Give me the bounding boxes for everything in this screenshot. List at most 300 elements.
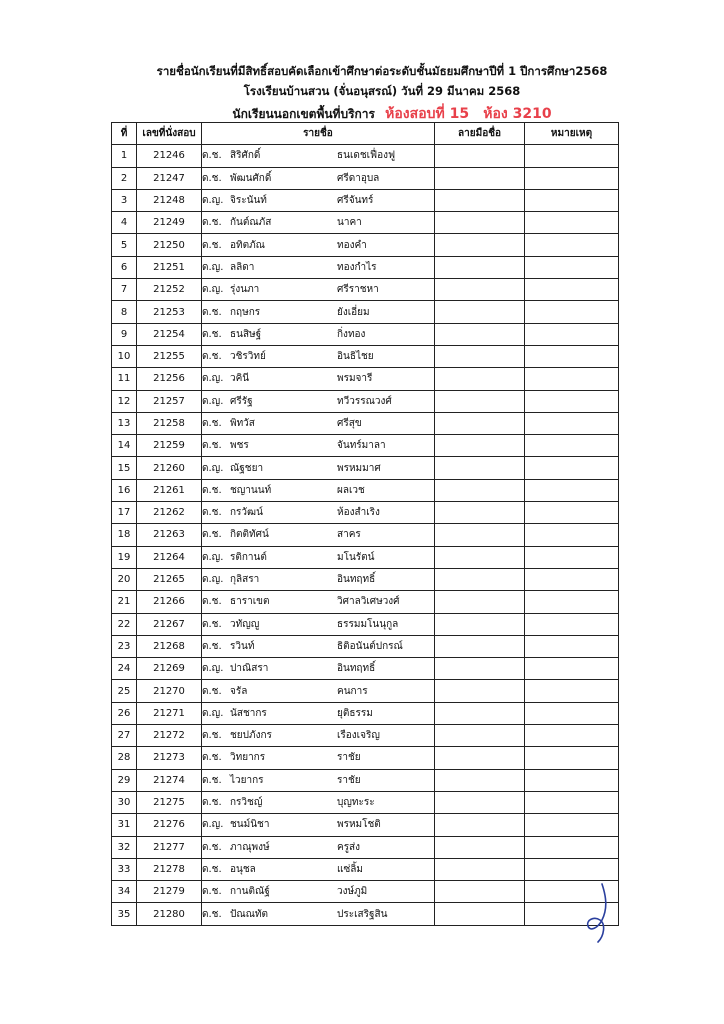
- table-row: [112, 323, 619, 345]
- name-title: ด.ช.: [202, 172, 222, 184]
- remark-cell: [525, 368, 619, 390]
- seat-number-cell: 21257: [137, 390, 202, 412]
- table-row: [112, 702, 619, 724]
- first-name: สิริศักดิ์: [230, 150, 261, 162]
- last-name: ประเสริฐสิน: [337, 908, 388, 920]
- table-row: [112, 658, 619, 680]
- name-title: ด.ช.: [202, 752, 222, 764]
- row-number-cell: 15: [112, 457, 137, 479]
- name-title: ด.ญ.: [202, 284, 224, 296]
- signature-cell: [435, 323, 525, 345]
- table-row: [112, 234, 619, 256]
- row-number-cell: 25: [112, 680, 137, 702]
- last-name: ธิติอนันต์ปกรณ์: [337, 640, 403, 652]
- signature-cell: [435, 568, 525, 590]
- last-name: พรหมโชติ: [337, 819, 381, 831]
- student-name-cell: [202, 658, 435, 680]
- row-number-cell: 11: [112, 368, 137, 390]
- table-row: [112, 279, 619, 301]
- table-row: [112, 301, 619, 323]
- first-name: วชิรวิทย์: [230, 351, 266, 363]
- student-group-label: นักเรียนนอกเขตพื้นที่บริการ: [232, 107, 375, 121]
- signature-cell: [435, 836, 525, 858]
- first-name: อนุชล: [230, 863, 256, 875]
- seat-number-cell: 21273: [137, 747, 202, 769]
- last-name: ยุติธรรม: [337, 707, 373, 719]
- row-number-cell: 33: [112, 858, 137, 880]
- student-name-cell: [202, 814, 435, 836]
- name-title: ด.ช.: [202, 418, 222, 429]
- signature-cell: [435, 479, 525, 501]
- table-row: [112, 345, 619, 367]
- first-name: ภาณุพงษ์: [230, 841, 270, 853]
- first-name: ศรีรัฐ: [230, 395, 253, 407]
- student-name-cell: [202, 591, 435, 613]
- name-title: ด.ญ.: [202, 195, 224, 207]
- seat-number-cell: 21278: [137, 858, 202, 880]
- first-name: ชนม์นิชา: [230, 819, 270, 831]
- seat-number-cell: 21266: [137, 591, 202, 613]
- signature-cell: [435, 502, 525, 524]
- name-title: ด.ญ.: [202, 261, 224, 273]
- table-row: [112, 747, 619, 769]
- table-row: [112, 769, 619, 791]
- seat-number-cell: 21261: [137, 479, 202, 501]
- table-row: [112, 680, 619, 702]
- row-number-cell: 1: [112, 145, 137, 167]
- row-number-cell: 10: [112, 345, 137, 367]
- last-name: อินธิไชย: [337, 351, 374, 363]
- seat-number-cell: 21258: [137, 412, 202, 434]
- last-name: ห้องสำเริง: [337, 507, 380, 519]
- col-header-remark: หมายเหตุ: [525, 123, 619, 145]
- name-title: ด.ญ.: [202, 551, 224, 563]
- first-name: พชร: [230, 440, 249, 452]
- seat-number-cell: 21267: [137, 613, 202, 635]
- row-number-cell: 31: [112, 814, 137, 836]
- signature-cell: [435, 903, 525, 925]
- last-name: ธนเดชเฟื่องฟู: [337, 150, 396, 162]
- signature-cell: [435, 546, 525, 568]
- first-name: วิทยากร: [230, 752, 266, 764]
- remark-cell: [525, 591, 619, 613]
- row-number-cell: 35: [112, 903, 137, 925]
- remark-cell: [525, 702, 619, 724]
- row-number-cell: 30: [112, 791, 137, 813]
- remark-cell: [525, 212, 619, 234]
- seat-number-cell: 21248: [137, 189, 202, 211]
- row-number-cell: 18: [112, 524, 137, 546]
- remark-cell: [525, 791, 619, 813]
- remark-cell: [525, 546, 619, 568]
- seat-number-cell: 21276: [137, 814, 202, 836]
- signature-cell: [435, 301, 525, 323]
- first-name: วคินี: [230, 373, 250, 385]
- seat-number-cell: 21275: [137, 791, 202, 813]
- remark-cell: [525, 858, 619, 880]
- name-title: ด.ญ.: [202, 462, 224, 474]
- row-number-cell: 32: [112, 836, 137, 858]
- col-header-seat: เลขที่นั่งสอบ: [137, 123, 202, 145]
- student-name-cell: [202, 435, 435, 457]
- seat-number-cell: 21250: [137, 234, 202, 256]
- signature-cell: [435, 725, 525, 747]
- table-row: [112, 814, 619, 836]
- room-number: ห้อง 3210: [483, 106, 552, 122]
- table-row: [112, 145, 619, 167]
- signature-cell: [435, 212, 525, 234]
- table-row: [112, 903, 619, 925]
- remark-cell: [525, 234, 619, 256]
- name-title: ด.ญ.: [202, 373, 224, 385]
- remark-cell: [525, 256, 619, 278]
- table-row: [112, 858, 619, 880]
- name-title: ด.ช.: [202, 685, 222, 697]
- name-title: ด.ช.: [202, 306, 222, 318]
- student-name-cell: [202, 546, 435, 568]
- student-name-cell: [202, 635, 435, 657]
- student-name-cell: [202, 903, 435, 925]
- student-name-cell: [202, 613, 435, 635]
- first-name: รุ่งนภา: [230, 284, 260, 296]
- signature-cell: [435, 680, 525, 702]
- row-number-cell: 29: [112, 769, 137, 791]
- student-name-cell: [202, 167, 435, 189]
- row-number-cell: 23: [112, 635, 137, 657]
- student-name-cell: [202, 212, 435, 234]
- student-name-cell: [202, 345, 435, 367]
- remark-cell: [525, 479, 619, 501]
- remark-cell: [525, 301, 619, 323]
- signature-cell: [435, 613, 525, 635]
- remark-cell: [525, 145, 619, 167]
- first-name: รติกานต์: [230, 551, 267, 563]
- name-title: ด.ช.: [202, 618, 222, 630]
- seat-number-cell: 21249: [137, 212, 202, 234]
- last-name: วิศาลวิเศษวงศ์: [337, 596, 400, 608]
- seat-number-cell: 21253: [137, 301, 202, 323]
- roster-body: [112, 145, 619, 925]
- first-name: กุลิสรา: [230, 574, 260, 586]
- remark-cell: [525, 167, 619, 189]
- first-name: จรัล: [230, 685, 248, 697]
- last-name: จันทร์มาลา: [337, 440, 386, 452]
- remark-cell: [525, 568, 619, 590]
- name-title: ด.ช.: [202, 863, 222, 875]
- name-title: ด.ญ.: [202, 574, 224, 586]
- last-name: กิ่งทอง: [337, 328, 366, 340]
- signature-cell: [435, 412, 525, 434]
- remark-cell: [525, 613, 619, 635]
- remark-cell: [525, 435, 619, 457]
- last-name: อินทฤทธิ์: [337, 663, 376, 675]
- table-row: [112, 212, 619, 234]
- seat-number-cell: 21268: [137, 635, 202, 657]
- name-title: ด.ช.: [202, 529, 222, 541]
- last-name: ศรีสุข: [337, 418, 362, 429]
- signature-cell: [435, 145, 525, 167]
- row-number-cell: 6: [112, 256, 137, 278]
- name-title: ด.ช.: [202, 150, 222, 162]
- signature-cell: [435, 435, 525, 457]
- table-row: [112, 524, 619, 546]
- row-number-cell: 5: [112, 234, 137, 256]
- student-name-cell: [202, 234, 435, 256]
- seat-number-cell: 21271: [137, 702, 202, 724]
- row-number-cell: 2: [112, 167, 137, 189]
- col-header-no: ที่: [112, 123, 137, 145]
- signature-cell: [435, 747, 525, 769]
- student-name-cell: [202, 479, 435, 501]
- first-name: ณัฐชยา: [230, 462, 264, 474]
- name-title: ด.ญ.: [202, 663, 224, 675]
- student-name-cell: [202, 702, 435, 724]
- last-name: คนการ: [337, 685, 368, 697]
- signature-cell: [435, 279, 525, 301]
- remark-cell: [525, 814, 619, 836]
- first-name: ปัณณทัต: [230, 908, 268, 920]
- remark-cell: [525, 725, 619, 747]
- row-number-cell: 13: [112, 412, 137, 434]
- exam-room-number: ห้องสอบที่ 15: [385, 106, 470, 122]
- signature-cell: [435, 524, 525, 546]
- student-name-cell: [202, 791, 435, 813]
- name-title: ด.ช.: [202, 908, 222, 920]
- seat-number-cell: 21254: [137, 323, 202, 345]
- table-header-row: [112, 123, 619, 145]
- table-row: [112, 412, 619, 434]
- last-name: อินทฤทธิ์: [337, 574, 376, 586]
- remark-cell: [525, 747, 619, 769]
- first-name: อทิตภัณ: [230, 239, 265, 251]
- last-name: พรหมมาศ: [337, 462, 381, 474]
- last-name: ทวีวรรณวงศ์: [337, 395, 392, 407]
- first-name: กรวิชญ์: [230, 797, 263, 809]
- remark-cell: [525, 390, 619, 412]
- table-row: [112, 479, 619, 501]
- name-title: ด.ช.: [202, 841, 222, 853]
- remark-cell: [525, 524, 619, 546]
- row-number-cell: 28: [112, 747, 137, 769]
- table-row: [112, 368, 619, 390]
- row-number-cell: 3: [112, 189, 137, 211]
- name-title: ด.ช.: [202, 640, 222, 652]
- table-row: [112, 167, 619, 189]
- last-name: ศรีราชหา: [337, 284, 379, 296]
- name-title: ด.ช.: [202, 774, 222, 786]
- name-title: ด.ช.: [202, 484, 222, 496]
- seat-number-cell: 21252: [137, 279, 202, 301]
- signature-cell: [435, 881, 525, 903]
- student-name-cell: [202, 725, 435, 747]
- student-name-cell: [202, 256, 435, 278]
- row-number-cell: 8: [112, 301, 137, 323]
- table-row: [112, 457, 619, 479]
- first-name: กฤษกร: [230, 306, 261, 318]
- last-name: ศรีจันทร์: [337, 195, 374, 207]
- table-row: [112, 591, 619, 613]
- table-row: [112, 568, 619, 590]
- seat-number-cell: 21247: [137, 167, 202, 189]
- signature-cell: [435, 390, 525, 412]
- student-name-cell: [202, 502, 435, 524]
- table-row: [112, 435, 619, 457]
- last-name: บุญทะระ: [337, 797, 375, 809]
- signature-mark: [580, 880, 620, 950]
- seat-number-cell: 21263: [137, 524, 202, 546]
- remark-cell: [525, 323, 619, 345]
- seat-number-cell: 21269: [137, 658, 202, 680]
- seat-number-cell: 21260: [137, 457, 202, 479]
- name-title: ด.ช.: [202, 239, 222, 251]
- remark-cell: [525, 412, 619, 434]
- seat-number-cell: 21280: [137, 903, 202, 925]
- table-row: [112, 881, 619, 903]
- student-name-cell: [202, 323, 435, 345]
- signature-cell: [435, 769, 525, 791]
- row-number-cell: 19: [112, 546, 137, 568]
- row-number-cell: 24: [112, 658, 137, 680]
- first-name: กิตติทัศน์: [230, 529, 269, 541]
- signature-cell: [435, 635, 525, 657]
- row-number-cell: 17: [112, 502, 137, 524]
- table-row: [112, 791, 619, 813]
- remark-cell: [525, 836, 619, 858]
- seat-number-cell: 21259: [137, 435, 202, 457]
- col-header-name: รายชื่อ: [202, 123, 435, 145]
- signature-cell: [435, 858, 525, 880]
- first-name: ธาราเขต: [230, 596, 270, 608]
- student-name-cell: [202, 279, 435, 301]
- first-name: วทัญญู: [230, 618, 260, 630]
- remark-cell: [525, 502, 619, 524]
- seat-number-cell: 21262: [137, 502, 202, 524]
- table-row: [112, 189, 619, 211]
- first-name: ธนสิษฐ์: [230, 328, 262, 340]
- row-number-cell: 26: [112, 702, 137, 724]
- student-name-cell: [202, 524, 435, 546]
- remark-cell: [525, 345, 619, 367]
- remark-cell: [525, 680, 619, 702]
- doc-title: รายชื่อนักเรียนที่มีสิทธิ์สอบคัดเลือกเข้าศึกษาต่อระดับชั้นมัธยมศึกษาปีที่ 1 ปีการศึกษา2568: [156, 64, 608, 78]
- row-number-cell: 21: [112, 591, 137, 613]
- col-header-signature: ลายมือชื่อ: [435, 123, 525, 145]
- first-name: ลลิดา: [230, 261, 255, 273]
- student-name-cell: [202, 858, 435, 880]
- first-name: ไวยากร: [230, 774, 264, 786]
- student-name-cell: [202, 747, 435, 769]
- last-name: วงษ์ภูมิ: [337, 886, 368, 898]
- signature-cell: [435, 345, 525, 367]
- first-name: ชญานนท์: [230, 484, 272, 496]
- signature-cell: [435, 791, 525, 813]
- student-name-cell: [202, 412, 435, 434]
- remark-cell: [525, 189, 619, 211]
- table-row: [112, 635, 619, 657]
- last-name: แซ่ลิ้ม: [337, 863, 363, 875]
- table-row: [112, 390, 619, 412]
- seat-number-cell: 21270: [137, 680, 202, 702]
- row-number-cell: 9: [112, 323, 137, 345]
- seat-number-cell: 21279: [137, 881, 202, 903]
- student-name-cell: [202, 881, 435, 903]
- last-name: พรมจารี: [337, 373, 373, 385]
- remark-cell: [525, 457, 619, 479]
- row-number-cell: 34: [112, 881, 137, 903]
- last-name: ทองกำไร: [337, 261, 377, 273]
- signature-cell: [435, 702, 525, 724]
- signature-cell: [435, 256, 525, 278]
- last-name: ศรีดาอุบล: [337, 172, 380, 184]
- last-name: ทองคำ: [337, 239, 367, 251]
- last-name: ผลเวช: [337, 484, 365, 496]
- seat-number-cell: 21272: [137, 725, 202, 747]
- school-date-line: โรงเรียนบ้านสวน (จั่นอนุสรณ์) วันที่ 29 มีนาคม 2568: [243, 84, 521, 98]
- first-name: ปาณิสรา: [230, 663, 269, 675]
- signature-cell: [435, 658, 525, 680]
- signature-cell: [435, 457, 525, 479]
- name-title: ด.ช.: [202, 507, 222, 519]
- table-row: [112, 502, 619, 524]
- name-title: ด.ญ.: [202, 707, 224, 719]
- last-name: มโนรัตน์: [337, 551, 375, 563]
- row-number-cell: 7: [112, 279, 137, 301]
- remark-cell: [525, 658, 619, 680]
- first-name: กรวัฒน์: [230, 507, 263, 519]
- last-name: ราชัย: [337, 752, 361, 764]
- student-name-cell: [202, 769, 435, 791]
- seat-number-cell: 21274: [137, 769, 202, 791]
- row-number-cell: 16: [112, 479, 137, 501]
- row-number-cell: 4: [112, 212, 137, 234]
- remark-cell: [525, 769, 619, 791]
- first-name: นัสชากร: [230, 707, 267, 719]
- remark-cell: [525, 635, 619, 657]
- name-title: ด.ช.: [202, 797, 222, 809]
- table-row: [112, 256, 619, 278]
- last-name: ราชัย: [337, 774, 361, 786]
- student-name-cell: [202, 836, 435, 858]
- last-name: ครูส่ง: [337, 841, 361, 853]
- first-name: รวินท์: [230, 640, 255, 652]
- table-row: [112, 546, 619, 568]
- name-title: ด.ญ.: [202, 395, 224, 407]
- student-name-cell: [202, 301, 435, 323]
- last-name: ธรรมมโนนุกูล: [337, 618, 399, 630]
- name-title: ด.ช.: [202, 217, 222, 229]
- first-name: พัฒนศักดิ์: [230, 172, 272, 184]
- first-name: ชยปภังกร: [230, 730, 272, 742]
- signature-cell: [435, 167, 525, 189]
- seat-number-cell: 21256: [137, 368, 202, 390]
- last-name: เรืองเจริญ: [337, 730, 380, 742]
- row-number-cell: 27: [112, 725, 137, 747]
- first-name: กานติณัฐ์: [230, 886, 270, 898]
- seat-number-cell: 21251: [137, 256, 202, 278]
- row-number-cell: 20: [112, 568, 137, 590]
- name-title: ด.ช.: [202, 440, 222, 452]
- name-title: ด.ช.: [202, 328, 222, 340]
- student-name-cell: [202, 390, 435, 412]
- signature-cell: [435, 234, 525, 256]
- seat-number-cell: 21246: [137, 145, 202, 167]
- name-title: ด.ช.: [202, 886, 222, 898]
- signature-cell: [435, 814, 525, 836]
- last-name: ยังเอี่ยม: [337, 306, 370, 318]
- first-name: จิระนันท์: [230, 195, 267, 207]
- student-name-cell: [202, 189, 435, 211]
- table-row: [112, 836, 619, 858]
